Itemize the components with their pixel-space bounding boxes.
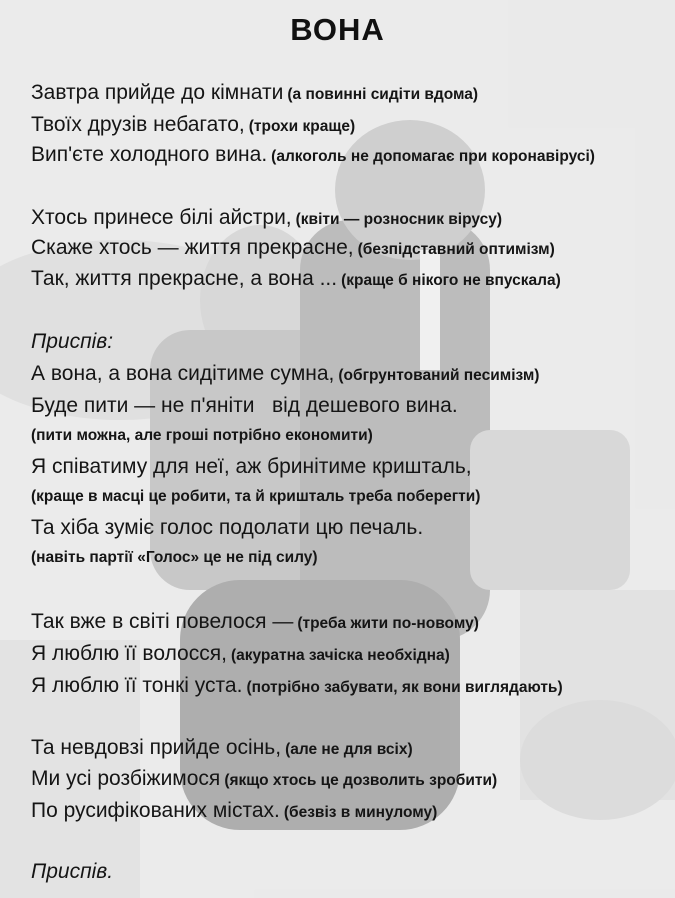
chorus-heading: Приспів:	[31, 330, 114, 353]
lyric-line	[31, 765, 497, 794]
lyric-note: (краще б нікого не впускала)	[341, 272, 561, 289]
lyric-text: Я співатиму для неї, аж бринітиме кришталь,	[31, 455, 472, 478]
lyric-line	[31, 79, 478, 108]
lyric-text: Вип'єте холодного вина.	[31, 143, 268, 166]
lyric-note: (алкоголь не допомагає при коронавірусі)	[271, 148, 595, 165]
lyric-text: Хтось принесе білі айстри,	[31, 206, 292, 229]
lyric-text: А вона, а вона сидітиме сумна,	[31, 362, 335, 385]
lyric-text: Та невдовзі прийде осінь,	[31, 736, 282, 759]
lyric-line	[31, 111, 355, 140]
lyric-line	[31, 204, 502, 233]
lyric-text: Я люблю її волосся,	[31, 642, 227, 665]
lyric-text: По русифікованих містах.	[31, 799, 280, 822]
lyric-text: Так, життя прекрасне, а вона ...	[31, 267, 338, 290]
lyric-note: (безвіз в минулому)	[283, 804, 438, 821]
lyric-note: (акуратна зачіска необхідна)	[230, 647, 450, 664]
lyric-note: (краще в масці це робити, та й кришталь треба поберегти)	[31, 488, 481, 505]
lyric-line	[31, 608, 479, 637]
lyric-line	[31, 234, 555, 263]
lyric-text: Буде пити — не п'яніти від дешевого вина.	[31, 394, 458, 417]
chorus-repeat: Приспів.	[31, 860, 114, 883]
lyric-note: (треба жити по-новому)	[297, 615, 479, 632]
lyric-line	[31, 392, 458, 419]
lyric-note: (навіть партії «Голос» це не під силу)	[31, 549, 318, 566]
lyric-line	[31, 734, 413, 763]
lyric-line	[31, 797, 437, 826]
lyric-text: Твоїх друзів небагато,	[31, 113, 245, 136]
lyric-line	[31, 514, 423, 541]
lyric-line	[31, 672, 563, 701]
lyric-note: (обгрунтований песимізм)	[338, 367, 540, 384]
lyric-note: (але не для всіх)	[285, 741, 413, 758]
lyric-text: Ми усі розбіжимося	[31, 767, 221, 790]
lyric-text: Так вже в світі повелося —	[31, 610, 294, 633]
lyric-note: (потрібно забувати, як вони виглядають)	[246, 679, 563, 696]
lyric-text: Скаже хтось — життя прекрасне,	[31, 236, 354, 259]
lyric-line	[31, 360, 539, 389]
lyric-line	[31, 265, 561, 294]
lyric-note: (безпідставний оптимізм)	[357, 241, 555, 258]
lyric-note: (якщо хтось це дозволить зробити)	[224, 772, 498, 789]
lyric-note: (а повинні сидіти вдома)	[287, 86, 479, 103]
lyric-line	[31, 640, 450, 669]
lyric-note: (пити можна, але гроші потрібно економити)	[31, 427, 373, 444]
song-title: ВОНА	[290, 12, 385, 47]
lyric-line	[31, 141, 595, 170]
lyric-note: (трохи краще)	[248, 118, 356, 135]
lyric-text: Та хіба зуміє голос подолати цю печаль.	[31, 516, 424, 539]
lyric-note: (квіти — розносник вірусу)	[295, 211, 502, 228]
lyric-text: Завтра прийде до кімнати	[31, 81, 284, 104]
lyric-text: Я люблю її тонкі уста.	[31, 674, 243, 697]
lyric-line	[31, 453, 472, 480]
